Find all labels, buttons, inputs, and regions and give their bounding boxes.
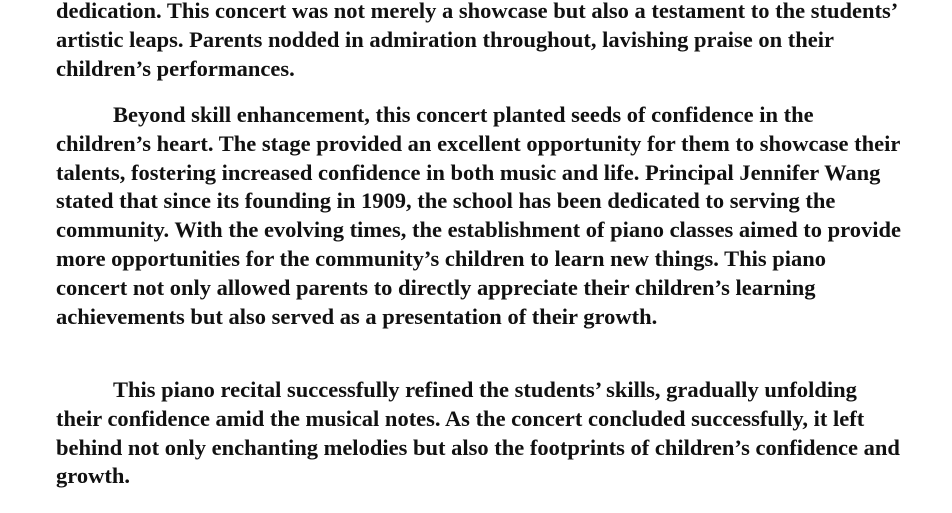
paragraph-conclusion: This piano recital successfully refined the students’ skills, gradually unfolding their confidence amid the musical notes. As the concert concluded successfully, it left behind not only enchanting melodies but also the footprints of children’s confidence and growth. xyxy=(56,377,900,489)
paragraph-continuation: dedication. This concert was not merely a showcase but also a testament to the students’ artistic leaps. Parents nodded in admiration throughout, lavishing praise on their children’s performances. xyxy=(56,0,897,81)
paragraph-confidence: Beyond skill enhancement, this concert planted seeds of confidence in the children’s heart. The stage provided an excellent opportunity for them to showcase their talents, fostering increased confidence in both music and life. Principal Jennifer Wang stated that since its founding in 1909, the school has been dedicated to serving the community. With the evolving times, the establishment of piano classes aimed to provide more opportunities for the community’s children to learn new things. This piano concert not only allowed parents to directly appreciate their children’s learning achievements but also served as a presentation of their growth. xyxy=(56,102,902,329)
